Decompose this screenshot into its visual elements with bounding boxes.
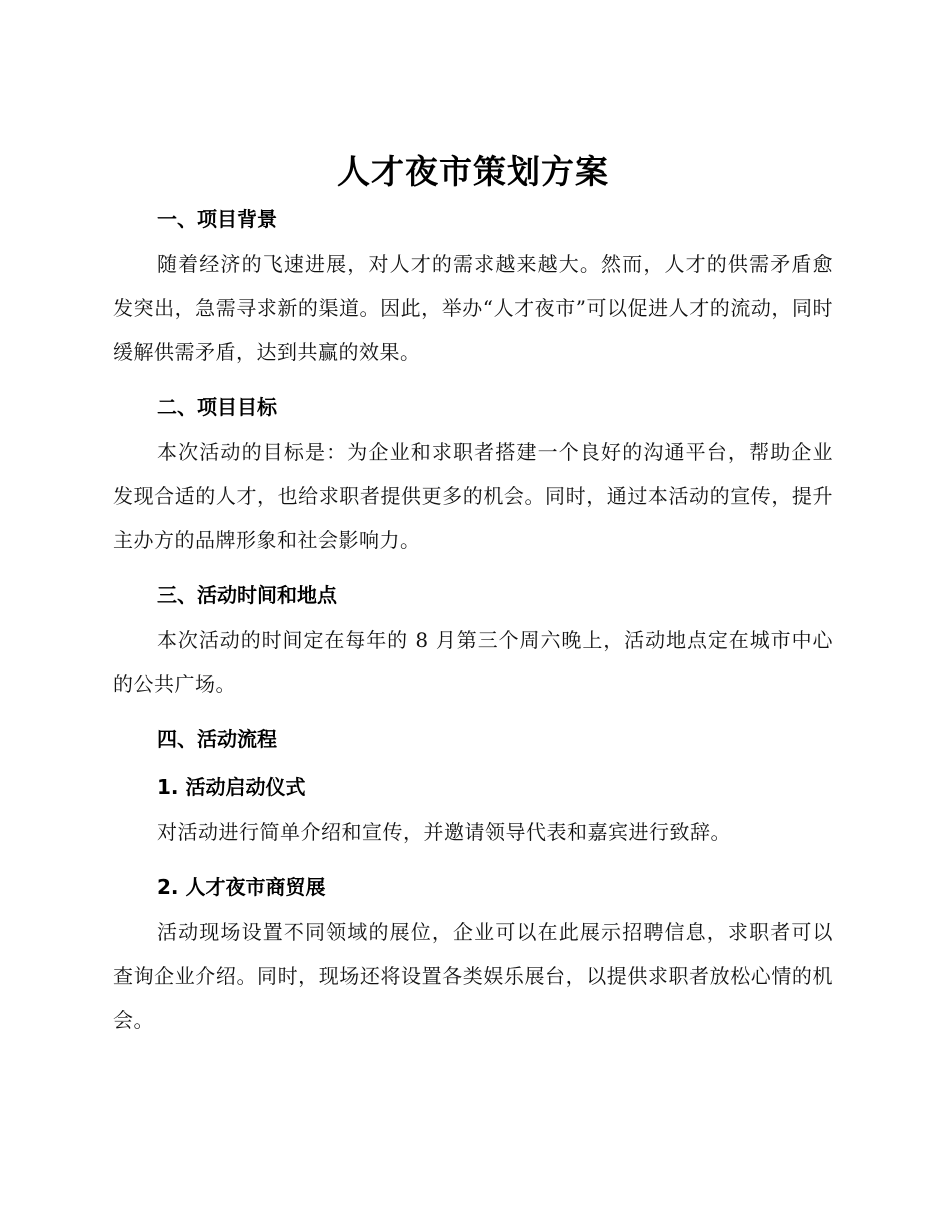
section-heading-process: 四、活动流程 — [157, 727, 277, 751]
subsection-heading-trade-fair: 2. 人才夜市商贸展 — [157, 875, 326, 899]
section-paragraph-goals: 本次活动的目标是：为企业和求职者搭建一个良好的沟通平台，帮助企业发现合适的人才，也给求职者提供更多的机会。同时，通过本活动的宣传，提升主办方的品牌形象和社会影响力。 — [113, 440, 833, 552]
section-paragraph-background: 随着经济的飞速进展，对人才的需求越来越大。然而，人才的供需矛盾愈发突出，急需寻求新的渠道。因此，举办“人才夜市”可以促进人才的流动，同时缓解供需矛盾，达到共赢的效果。 — [113, 252, 833, 364]
section-paragraph-time-location: 本次活动的时间定在每年的 8 月第三个周六晚上，活动地点定在城市中心的公共广场。 — [113, 628, 833, 696]
subsection-heading-opening: 1. 活动启动仪式 — [157, 775, 306, 799]
section-heading-goals: 二、项目目标 — [157, 395, 277, 419]
section-heading-background: 一、项目背景 — [157, 207, 277, 231]
subsection-paragraph-opening: 对活动进行简单介绍和宣传，并邀请领导代表和嘉宾进行致辞。 — [157, 820, 731, 844]
document-title: 人才夜市策划方案 — [337, 152, 609, 191]
section-heading-time-location: 三、活动时间和地点 — [157, 583, 337, 607]
subsection-paragraph-trade-fair: 活动现场设置不同领域的展位，企业可以在此展示招聘信息，求职者可以查询企业介绍。同时，现场还将设置各类娱乐展台，以提供求职者放松心情的机会。 — [113, 920, 833, 1032]
document-body — [113, 148, 833, 1042]
